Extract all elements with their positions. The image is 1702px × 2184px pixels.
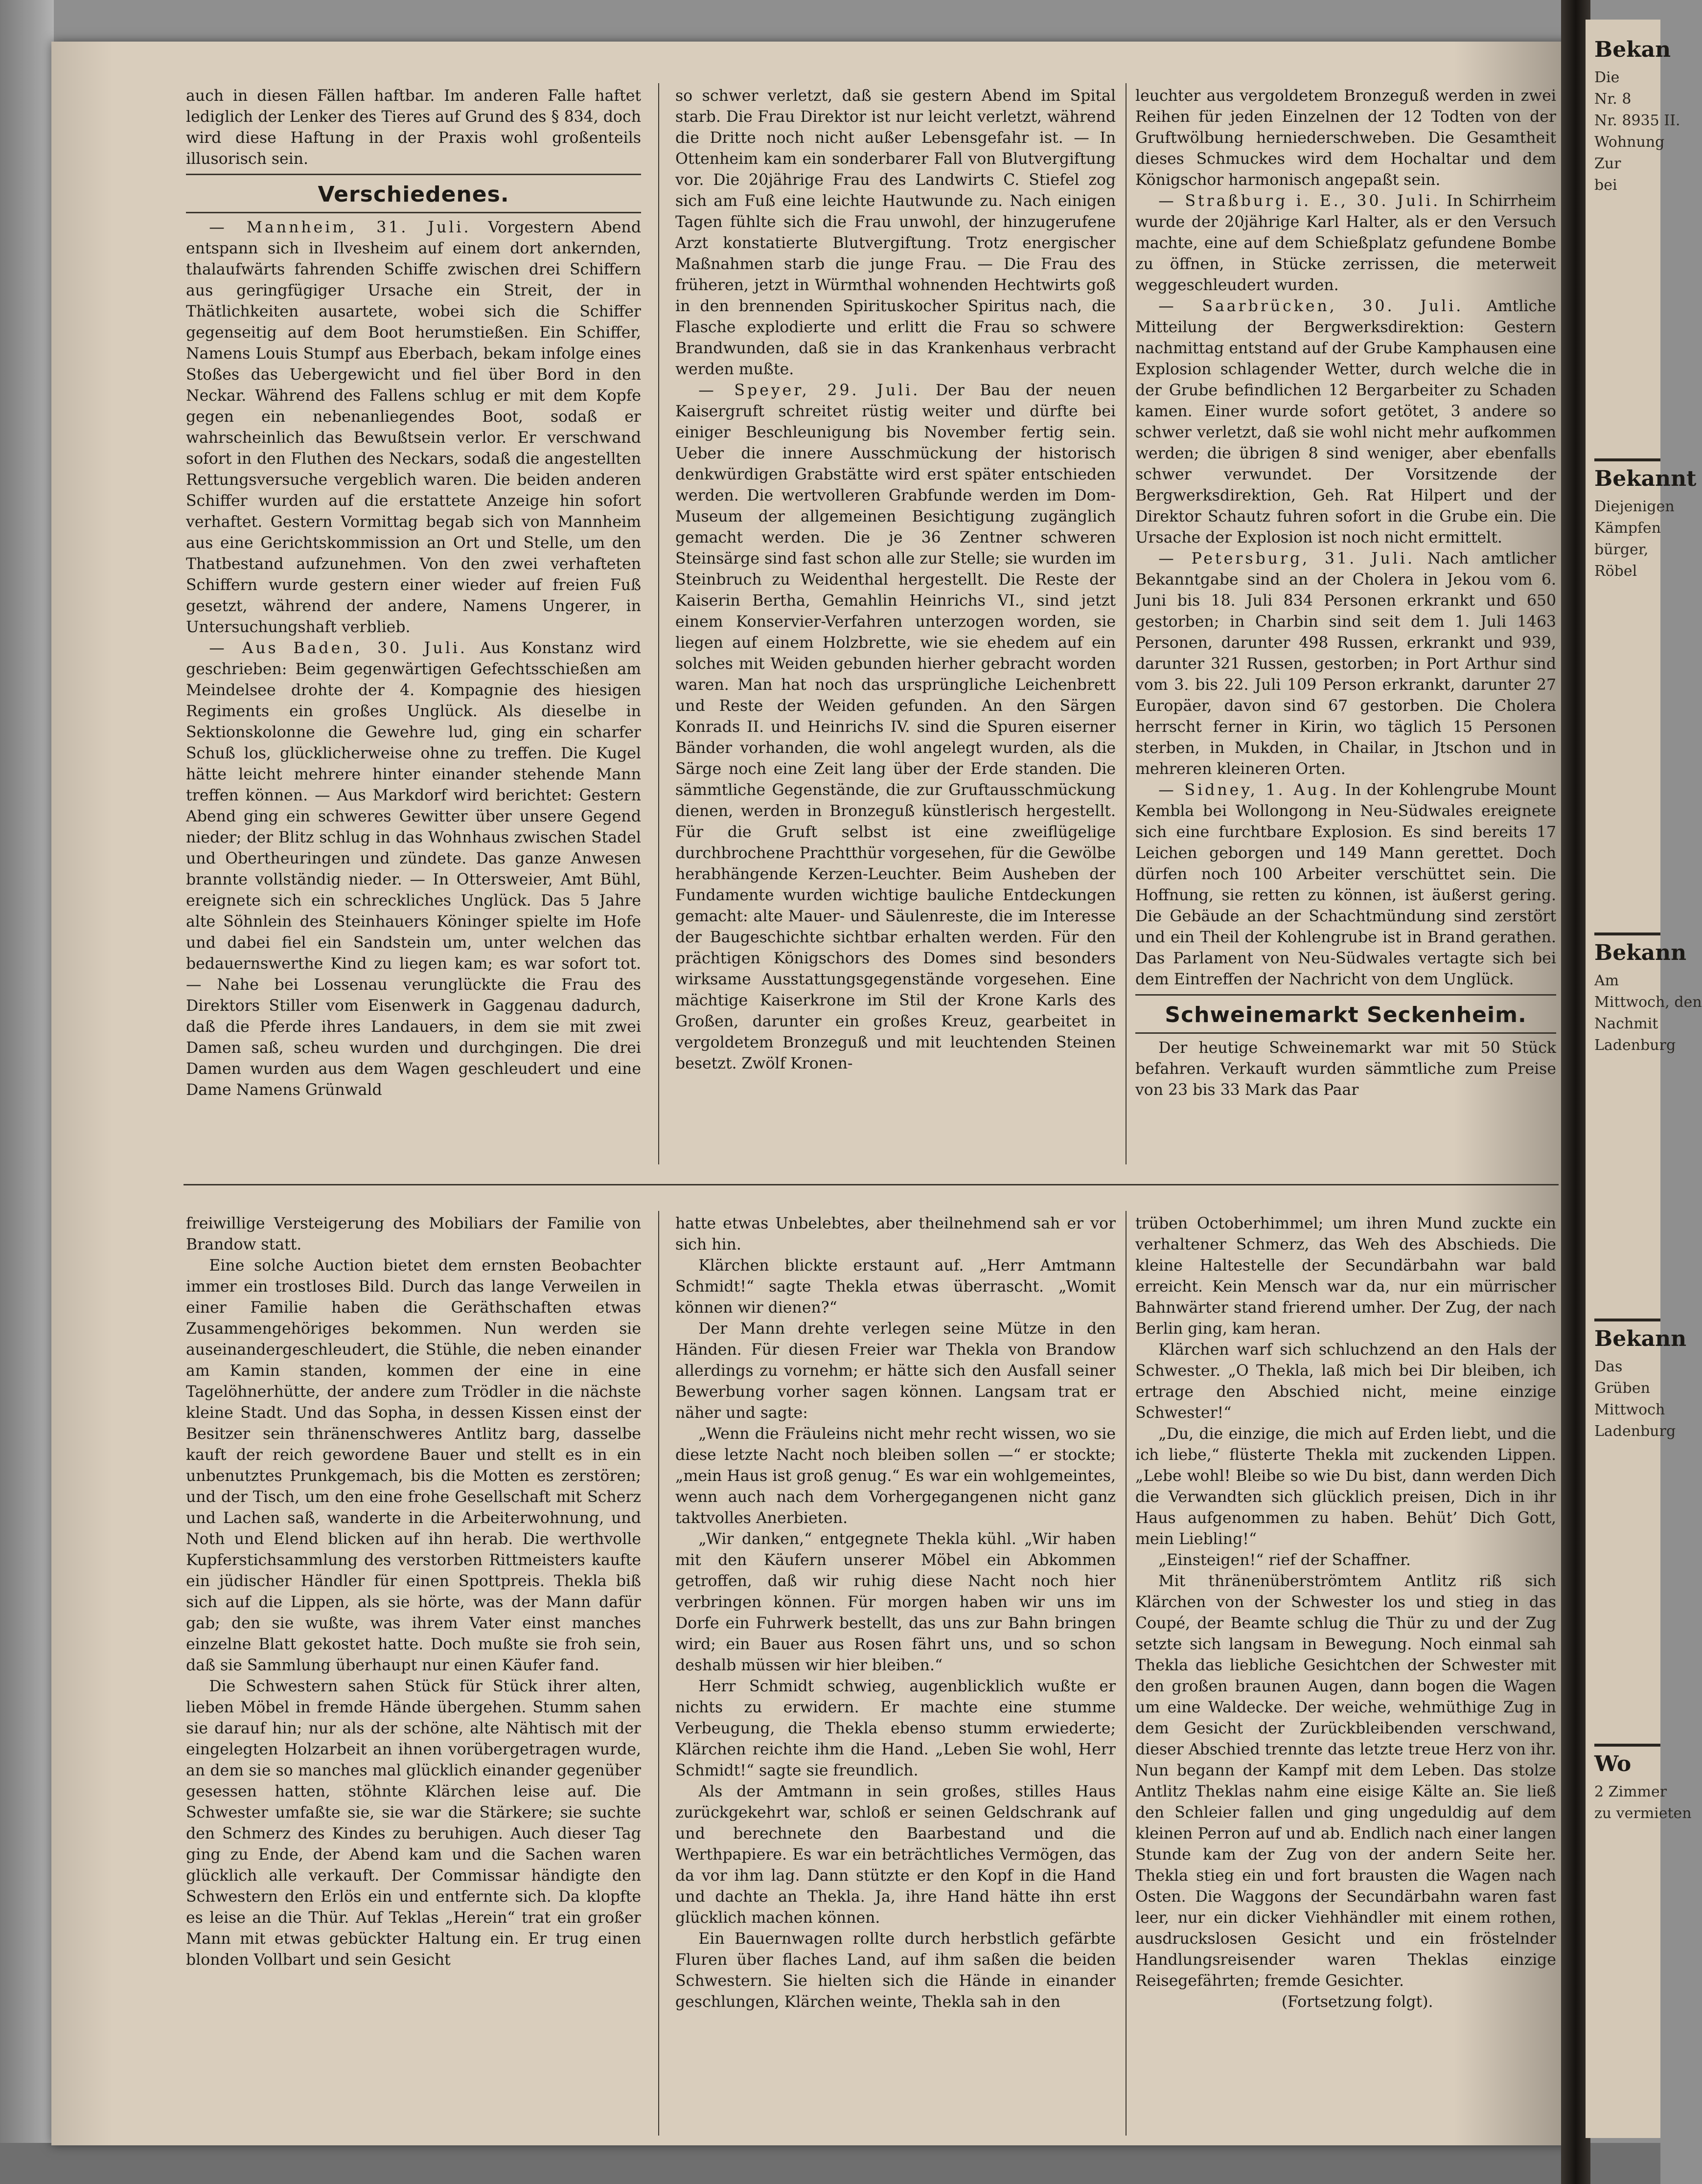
column-rule <box>1126 83 1127 1164</box>
novel-column-2 <box>675 1213 1116 2138</box>
novel-paragraph: Ein Bauernwagen rollte durch herbstlich gefärbte Fluren über flaches Land, auf ihm saßen die beiden Schwestern. Sie hielten sich die Hände in einander geschlungen, Klärchen weinte, Thekla sah in den <box>675 1930 1116 2011</box>
news-item <box>1135 191 1556 296</box>
next-page-fragment: Das <box>1594 1358 1623 1375</box>
next-page-fragment: Am <box>1594 972 1619 989</box>
news-text: Vorgestern Abend entspann sich in Ilvesheim auf einem dort ankernden, thalaufwärts fahrenden Schiffe zwischen drei Schiffern aus geringfügiger Ursache ein Streit, der in Thätlichkeiten ausartete, wobei sich die Schiffer gegenseitig auf dem Boot herumstießen. Ein Schiffer, Namens Louis Stumpf aus Eberbach, bekam infolge eines Stoßes das Uebergewicht und fiel über Bord in den Neckar. Während des Fallens schlug er mit dem Kopfe gegen ein nebenanliegendes Boot, sodaß er wahrscheinlich das Bewußtsein verlor. Er verschwand sofort in den Fluthen des Neckars, sodaß die angestellten Rettungsversuche vergeblich waren. Die beiden anderen Schiffer wurden auf die erstattete Anzeige hin sofort verhaftet. Gestern Vormittag begab sich von Mannheim aus eine Gerichtskommission an Ort und Stelle, um den Thatbestand aufzunehmen. Von den zwei verhafteten Schiffern wurde gestern einer wieder auf freien Fuß gesetzt, während der andere, Namens Ungerer, in Untersuchungshaft verblieb. <box>186 219 641 636</box>
dateline: — Petersburg, 31. Juli. <box>1158 550 1415 568</box>
novel-paragraph: Klärchen warf sich schluchzend an den Hals der Schwester. „O Thekla, laß mich bei Dir bleiben, ich ertrage den Abschied nicht, meine einzige Schwester!“ <box>1135 1341 1556 1422</box>
novel-paragraph: Klärchen blickte erstaunt auf. „Herr Amtmann Schmidt!“ sagte Thekla etwas überrascht. „Womit können wir dienen?“ <box>675 1257 1116 1317</box>
novel-paragraph: „Du, die einzige, die mich auf Erden liebt, und die ich liebe,“ flüsterte Thekla mit zuckenden Lippen. „Lebe wohl! Bleibe so wie Du bist, dann werden Dich die Verwandten sich glücklich preisen, Dich in ihr Haus aufgenommen zu haben. Behüt’ Dich Gott, mein Liebling!“ <box>1135 1425 1556 1548</box>
dateline: — Straßburg i. E., 30. Juli. <box>1158 192 1441 210</box>
next-page-fragment: bürger, <box>1594 541 1649 558</box>
novel-column-3 <box>1135 1213 1556 2138</box>
novel-paragraph: Die Schwestern sahen Stück für Stück ihrer alten, lieben Möbel in fremde Hände übergehen. Stumm sahen sie darauf hin; nur als der schöne, alte Nähtisch mit der eingelegten Holzarbeit an ihnen vorübergetragen wurde, an dem sie so manches mal glücklich einander gegenüber gesessen hatten, stöhnte Klärchen leise auf. Die Schwester umfaßte sie, sie war die Stärkere; sie suchte den Schmerz des Kindes zu beruhigen. Auch dieser Tag ging zu Ende, der Abend kam und die Sachen waren glücklich alle verkauft. Der Commissar händigte den Schwestern den Erlös ein und entfernte sich. Da klopfte es leise an die Thür. Auf Teklas „Herein“ trat ein großer Mann mit etwas gebückter Haltung ein. Er trug einen blonden Vollbart und sein Gesicht <box>186 1678 641 1969</box>
novel-column-1 <box>186 1213 641 2138</box>
next-page-fragment: Nachmit <box>1594 1015 1658 1032</box>
news-text: In der Kohlengrube Mount Kembla bei Wollongong in Neu-Südwales ereignete sich eine furchtbare Explosion. Es sind bereits 17 Leichen geborgen und 149 Mann gerettet. Doch dürfen noch 100 Arbeiter verschüttet sein. Die Hoffnung, sie retten zu können, ist äußerst gering. Die Gebäude an der Schachtmündung sind zerstört und ein Theil der Kohlengrube ist in Brand gerathen. Das Parlament von Neu-Südwales vertagte sich bei dem Eintreffen der Nachricht von dem Unglück. <box>1135 781 1557 988</box>
background-board <box>0 0 54 2184</box>
news-text: Der Bau der neuen Kaisergruft schreitet rüstig weiter und dürfte bei einiger Beschleunigung bis November fertig sein. Ueber die innere Ausschmückung der historisch denkwürdigen Grabstätte wird erst später entschieden werden. Die wertvolleren Grabfunde werden im Dom-Museum der allgemeinen Besichtigung zugänglich gemacht werden. Die je 36 Zentner schweren Steinsärge sind fast schon alle zur Stelle; sie wurden im Steinbruch zu Weidenthal hergestellt. Die Reste der Kaiserin Bertha, Gemahlin Heinrichs VI., sind jetzt einem Konservier-Verfahren unterzogen worden, sie liegen auf einem Holzbrette, wie sie ehedem auf ein solches mit Weiden gebunden hierher gebracht worden waren. Man hat noch das ursprüngliche Leichenbrett und Reste der Weiden gefunden. An den Särgen Konrads II. und Heinrichs IV. sind die Spuren eiserner Bänder vorhanden, die wohl angelegt wurden, als die Särge noch eine Zeit lang über der Erde standen. Die sämmtliche Gegenstände, die zur Gruftausschmückung dienen, werden in Bronzeguß künstlerisch hergestellt. Für die Gruft selbst ist eine zweiflügelige durchbrochene Prachtthür vorgesehen, für die Gewölbe herabhängende Kerzen-Leuchter. Beim Ausheben der Fundamente wurden wichtige bauliche Entdeckungen gemacht: alte Mauer- und Säulenreste, die im Interesse der Baugeschichte sichtbar erhalten werden. Für den prächtigen Königschors des Domes sind besonders wirksame Ausstattungsgegenstände vorgesehen. Eine mächtige Kaiserkrone im Stil der Krone Karls des Großen, darunter ein großes Kreuz, gearbeitet in vergoldetem Bronzeguß und mit leuchtenden Steinen besetzt. Zwölf Kronen- <box>675 382 1116 1072</box>
news-column-2 <box>675 86 1116 1160</box>
news-column-3 <box>1135 86 1556 1160</box>
next-page-fragment: Ladenburg <box>1594 1037 1676 1054</box>
next-page-heading: Bekannt <box>1594 458 1660 491</box>
next-page-fragment: Kämpfen <box>1594 520 1661 537</box>
dateline: — Saarbrücken, 30. Juli. <box>1158 297 1464 315</box>
next-page-fragment: bei <box>1594 177 1617 194</box>
novel-paragraph: Eine solche Auction bietet dem ernsten Beobachter immer ein trostloses Bild. Durch das lange Verweilen in einer Familie haben die Geräthschaften etwas Zusammengehöriges bekommen. Nun werden sie auseinandergeschleudert, die Stühle, die neben einander am Kamin standen, kommen der eine in eine Tagelöhnerhütte, der andere zum Trödler in die nächste kleine Stadt. Und das Sopha, in dessen Kissen einst der Besitzer sein thränenschweres Antlitz barg, dasselbe kauft der reich gewordene Bauer und stellt es in ein unbenutztes Prunkgemach, bis die Motten es zerstören; und der Tisch, um den eine frohe Gesellschaft mit Scherz und Lachen saß, wanderte in die Arbeiterwohnung, und Noth und Elend blicken auf ihn herab. Die werthvolle Kupferstichsammlung des verstorben Rittmeisters kaufte ein jüdischer Händler für einen Spottpreis. Thekla biß sich auf die Lippen, als sie hörte, was der Mann dafür gab; den sie wußte, was ihrem Vater einst manches einzelne Blatt gekostet hatte. Doch mußte sie froh sein, daß sie Sammlung überhaupt nur einen Käufer fand. <box>186 1257 641 1674</box>
next-page-fragment: Mittwoch, den <box>1594 994 1702 1011</box>
news-item <box>186 217 641 638</box>
rule <box>186 212 641 213</box>
continuation-note: (Fortsetzung folgt). <box>1281 1993 1433 2011</box>
novel-paragraph: freiwillige Versteigerung des Mobiliars der Familie von Brandow statt. <box>186 1215 641 1253</box>
novel-paragraph: Als der Amtmann in sein großes, stilles Haus zurückgekehrt war, schloß er seinen Geldschrank auf und berechnete den Baarbestand und die Werthpapiere. Es war ein beträchtliches Vermögen, das da vor ihm lag. Dann stützte er den Kopf in die Hand und dachte an Thekla. Ja, ihre Hand hätte ihn erst glücklich machen können. <box>675 1783 1116 1927</box>
novel-paragraph: „Wir danken,“ entgegnete Thekla kühl. „Wir haben mit den Käufern unserer Möbel ein Abkommen getroffen, daß wir ruhig diese Nacht noch hier verbringen können. Für morgen haben wir uns im Dorfe ein Fuhrwerk bestellt, das uns zur Bahn bringen wird; ein Bauer aus Rosen fährt uns, und so schon deshalb müssen wir hier bleiben.“ <box>675 1530 1116 1674</box>
next-page-fragment: Mittwoch <box>1594 1401 1665 1418</box>
section-heading: Verschiedenes. <box>318 182 509 207</box>
market-report: Der heutige Schweinemarkt war mit 50 Stück befahren. Verkauft wurden sämmtliche zum Preise von 23 bis 33 Mark das Paar <box>1135 1039 1556 1099</box>
background-board-bottom <box>0 2143 1660 2184</box>
next-page-fragment: Nr. 8935 II. <box>1594 112 1680 129</box>
novel-paragraph: „Wenn die Fräuleins nicht mehr recht wissen, wo sie diese letzte Nacht noch bleiben sollen —“ er stockte; „mein Haus ist groß genug.“ Es war ein wohlgemeintes, wenn auch nach dem Vorhergegangenen nicht ganz taktvolles Anerbieten. <box>675 1425 1116 1527</box>
article-fragment: auch in diesen Fällen haftbar. Im anderen Falle haftet lediglich der Lenker des Tieres auf Grund des § 834, doch wird diese Haftung in der Praxis wohl großenteils illusorisch sein. <box>186 87 641 168</box>
novel-paragraph: Der Mann drehte verlegen seine Mütze in den Händen. Für diesen Freier war Thekla von Brandow allerdings zu vornehm; er hätte sich den Ausfall seiner Bewerbung vorher sagen können. Langsam trat er näher und sagte: <box>675 1320 1116 1422</box>
next-page-heading: Bekann <box>1594 933 1660 965</box>
news-item <box>1135 296 1556 548</box>
next-page-fragment: Grüben <box>1594 1380 1650 1397</box>
next-page-fragment: Zur <box>1594 155 1621 172</box>
dateline: — Sidney, 1. Aug. <box>1158 781 1339 799</box>
column-rule <box>1126 1211 1127 2136</box>
news-text: Nach amtlicher Bekanntgabe sind an der Cholera in Jekou vom 6. Juni bis 18. Juli 834 Personen erkrankt und 650 gestorben; in Charbin sind seit dem 1. Juli 1463 Personen, darunter 498 Russen, erkrankt und 939, darunter 321 Russen, gestorben; in Port Arthur sind vom 3. bis 22. Juli 109 Person erkrankt, darunter 27 Europäer, davon sind 67 gestorben. Die Cholera herrscht ferner in Kirin, wo täglich 15 Personen sterben, in Mukden, in Chailar, in Jtschon und in mehreren kleineren Orten. <box>1135 550 1557 778</box>
novel-paragraph: Herr Schmidt schwieg, augenblicklich wußte er nichts zu erwidern. Er machte eine stumme Verbeugung, die Thekla ebenso stumm erwiederte; Klärchen reichte ihm die Hand. „Leben Sie wohl, Herr Schmidt!“ sagte sie freundlich. <box>675 1678 1116 1779</box>
rule <box>186 174 641 175</box>
next-page-fragment: Wohnung <box>1594 134 1665 151</box>
next-page-heading: Bekann <box>1594 1319 1660 1351</box>
news-text: Aus Konstanz wird geschrieben: Beim gegenwärtigen Gefechtsschießen am Meindelsee drohte der 4. Kompagnie des hiesigen Regiments ein großes Unglück. Als dieselbe in Sektionskolonne die Gewehre lud, ging ein scharfer Schuß los, glücklicherweise ohne zu treffen. Die Kugel hätte leicht mehrere hinter einander stehende Mann treffen können. — Aus Markdorf wird berichtet: Gestern Abend ging ein schweres Gewitter über unsere Gegend nieder; der Blitz schlug in das Wohnhaus zwischen Stadel und Obertheuringen und zündete. Das ganze Anwesen brannte vollständig nieder. — In Ottersweier, Amt Bühl, ereignete sich ein schreckliches Unglück. Das 5 Jahre alte Söhnlein des Steinhauers Köninger spielte im Hofe und dabei fiel ein Sandstein um, unter welchen das bedauernswerthe Kind zu liegen kam; es war sofort tot. — Nahe bei Lossenau verunglückte die Frau des Direktors Stiller vom Eisenwerk in Gaggenau dadurch, daß die Pferde ihres Landauers, in dem sie mit zwei Damen saß, scheu wurden und durchgingen. Die drei Damen wurden aus dem Wagen geschleudert und eine Dame Namens Grünwald <box>186 639 641 1099</box>
next-page-fragment: Diejenigen <box>1594 498 1675 515</box>
next-page-fragment: Röbel <box>1594 563 1637 580</box>
novel-paragraph: „Einsteigen!“ rief der Schaffner. <box>1158 1551 1411 1569</box>
next-page-heading: Bekan <box>1594 37 1671 62</box>
news-text: In Schirrheim wurde der 20jährige Karl Halter, als er den Versuch machte, eine auf dem Schießplatz gefundene Bombe zu öffnen, in Stücke zerrissen, die meterweit weggeschleudert wurden. <box>1135 192 1556 294</box>
next-page-edge <box>1586 20 1702 2138</box>
news-item <box>186 638 641 1101</box>
news-column-1 <box>186 86 641 1160</box>
next-page-fragment: Nr. 8 <box>1594 91 1632 108</box>
next-page-fragment: zu vermieten <box>1594 1805 1692 1822</box>
news-item <box>1135 780 1556 990</box>
article-fragment: so schwer verletzt, daß sie gestern Abend im Spital starb. Die Frau Direktor ist nur leicht verletzt, während die Dritte noch nicht außer Lebensgefahr ist. — In Ottenheim kam ein sonderbarer Fall von Blutvergiftung vor. Die 20jährige Frau des Landwirts C. Stiefel zog sich am Fuß eine leichte Hautwunde zu. Nach einigen Tagen fühlte sich die Frau unwohl, der hinzugerufene Arzt konstatierte Blutvergiftung. Trotz energischer Maßnahmen starb die junge Frau. — Die Frau des früheren, jetzt in Würmthal wohnenden Hechtwirts goß in den brennenden Spirituskocher Spiritus nach, die Flasche explodierte und erlitt die Frau so schwere Brandwunden, daß sie in das Krankenhaus verbracht werden mußte. <box>675 87 1116 378</box>
dateline: — Aus Baden, 30. Juli. <box>209 639 467 657</box>
news-item <box>675 380 1116 1074</box>
next-page-heading: Wo <box>1594 1744 1660 1776</box>
next-page-fragment: Ladenburg <box>1594 1423 1676 1440</box>
next-page-fragment: 2 Zimmer <box>1594 1783 1667 1800</box>
column-rule <box>658 83 659 1164</box>
dateline: — Mannheim, 31. Juli. <box>209 219 471 236</box>
article-fragment: leuchter aus vergoldetem Bronzeguß werden in zwei Reihen für jeden Einzelnen der 12 Todten von der Gruftwölbung herniederschweben. Die Gesamtheit dieses Schmuckes wird dem Hochaltar und dem Königschor harmonisch angepaßt sein. <box>1135 87 1556 189</box>
column-rule <box>658 1211 659 2136</box>
novel-paragraph: Mit thränenüberströmtem Antlitz riß sich Klärchen von der Schwester los und stieg in das Coupé, der Beamte schlug die Thür zu und der Zug setzte sich langsam in Bewegung. Noch einmal sah Thekla das liebliche Gesichtchen der Schwester mit den großen braunen Augen, dann bogen die Wagen um eine Waldecke. Der weiche, wehmüthige Zug in dem Gesicht der Zurückbleibenden verschwand, dieser Abschied trennte das letzte treue Herz von ihr. Nun begann der Kampf mit dem Leben. Das stolze Antlitz Theklas nahm eine eisige Kälte an. Sie ließ den Schleier fallen und ging ungeduldig auf dem kleinen Perron auf und ab. Endlich nach einer langen Stunde kam der Zug von der andern Seite her. Thekla stieg ein und fort brausten die Wagen nach Osten. Die Waggons der Secundärbahn waren fast leer, nur ein dicker Viehhändler mit einem rothen, ausdruckslosen Gesicht und ein fröstelnder Handlungsreisender waren Theklas einzige Reisegefährten; fremde Gesichter. <box>1135 1572 1556 1990</box>
rule <box>1135 994 1556 996</box>
novel-paragraph: hatte etwas Unbelebtes, aber theilnehmend sah er vor sich hin. <box>675 1215 1116 1253</box>
rule <box>1135 1032 1556 1034</box>
news-item <box>1135 548 1556 780</box>
dateline: — Speyer, 29. Juli. <box>698 382 920 399</box>
news-text: Amtliche Mitteilung der Bergwerksdirektion: Gestern nachmittag entstand auf der Grube Kamphausen eine Explosion schlagender Wetter, durch welche die in der Grube befindlichen 12 Bergarbeiter zu Schaden kamen. Einer wurde sofort getötet, 3 andere so schwer verletzt, daß sie wohl nicht mehr aufkommen werden; die übrigen 8 sind weniger, aber ebenfalls schwer verwundet. Der Vorsitzende der Bergwerksdirektion, Geh. Rat Hilpert und der Direktor Schautz fuhren sofort in die Grube ein. Die Ursache der Explosion ist noch nicht ermittelt. <box>1135 297 1557 546</box>
next-page-fragment: Die <box>1594 69 1620 86</box>
section-divider <box>184 1184 1559 1185</box>
market-heading: Schweinemarkt Seckenheim. <box>1165 1002 1527 1027</box>
novel-paragraph: trüben Octoberhimmel; um ihren Mund zuckte ein verhaltener Schmerz, das Weh des Abschieds. Die kleine Haltestelle der Secundärbahn war bald erreicht. Kein Mensch war da, nur ein mürrischer Bahnwärter stand frierend umher. Der Zug, der nach Berlin ging, kam heran. <box>1135 1215 1556 1338</box>
